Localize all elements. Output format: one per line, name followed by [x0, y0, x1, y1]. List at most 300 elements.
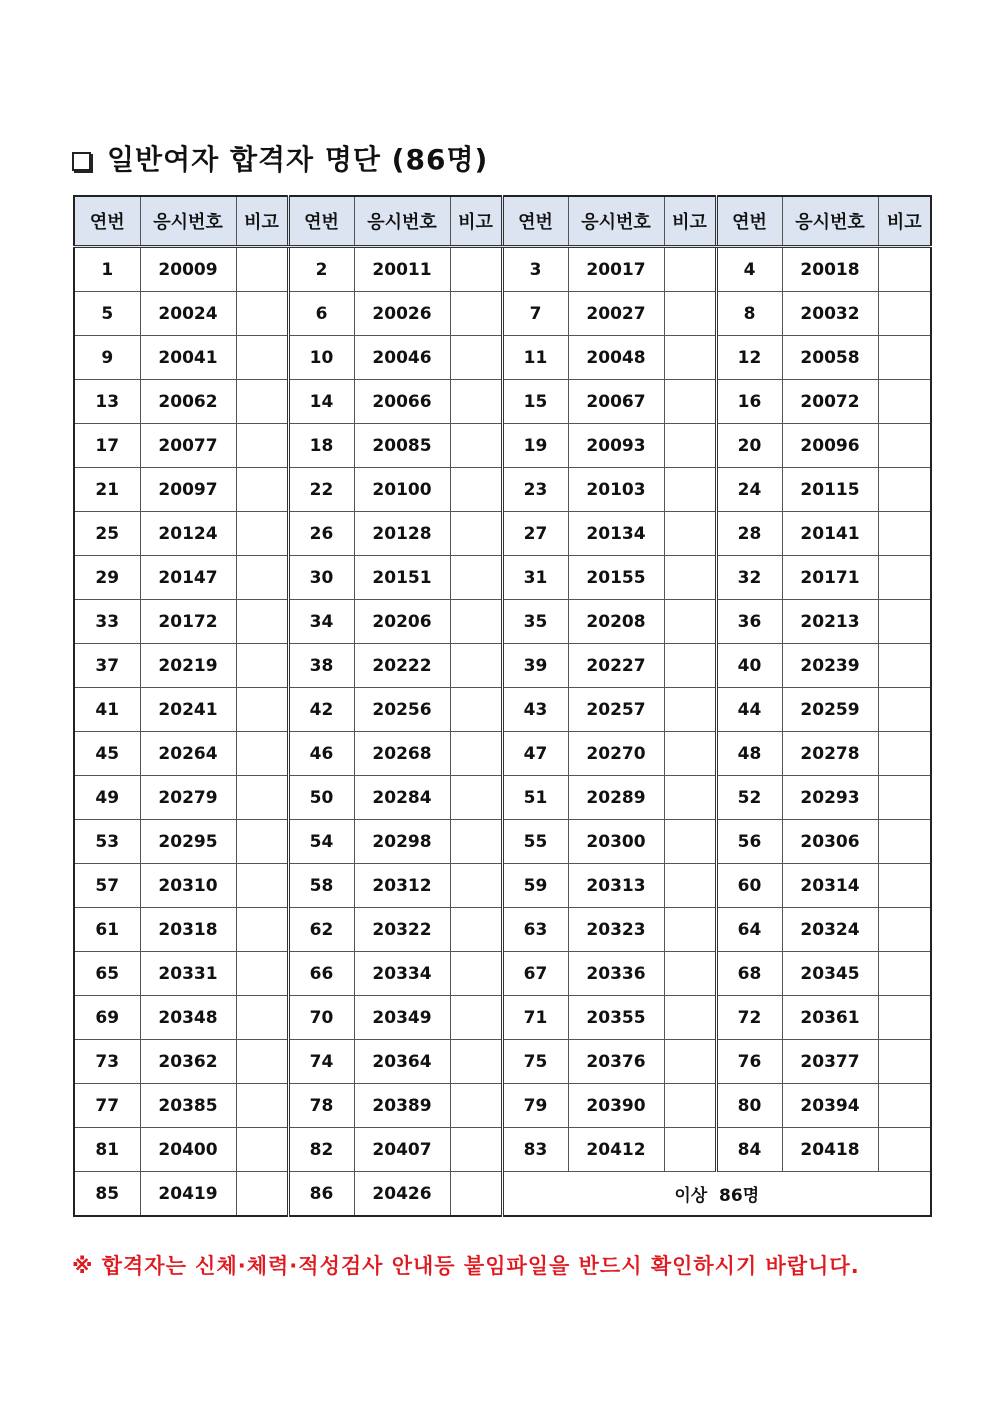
note-cell — [236, 1128, 288, 1172]
note-cell — [450, 820, 502, 864]
seq-cell: 49 — [74, 776, 140, 820]
seq-cell: 9 — [74, 336, 140, 380]
note-cell — [878, 468, 931, 512]
note-cell — [664, 556, 716, 600]
seq-cell: 74 — [288, 1040, 354, 1084]
exam-no-cell: 20085 — [354, 424, 450, 468]
note-cell — [236, 908, 288, 952]
exam-no-cell: 20426 — [354, 1172, 450, 1217]
exam-no-cell: 20389 — [354, 1084, 450, 1128]
exam-no-cell: 20151 — [354, 556, 450, 600]
note-cell — [664, 1128, 716, 1172]
exam-no-cell: 20364 — [354, 1040, 450, 1084]
seq-cell: 42 — [288, 688, 354, 732]
exam-no-cell: 20103 — [568, 468, 664, 512]
note-cell — [664, 644, 716, 688]
note-cell — [664, 732, 716, 776]
note-cell — [878, 908, 931, 952]
seq-cell: 51 — [502, 776, 568, 820]
note-cell — [450, 292, 502, 336]
note-cell — [878, 1128, 931, 1172]
note-cell — [664, 996, 716, 1040]
note-cell — [236, 732, 288, 776]
note-cell — [664, 424, 716, 468]
seq-cell: 78 — [288, 1084, 354, 1128]
exam-no-cell: 20419 — [140, 1172, 236, 1217]
exam-no-cell: 20385 — [140, 1084, 236, 1128]
exam-no-cell: 20058 — [782, 336, 878, 380]
exam-no-cell: 20270 — [568, 732, 664, 776]
note-cell — [878, 1040, 931, 1084]
exam-no-cell: 20017 — [568, 247, 664, 292]
exam-no-cell: 20171 — [782, 556, 878, 600]
note-cell — [450, 908, 502, 952]
seq-cell: 2 — [288, 247, 354, 292]
note-cell — [236, 292, 288, 336]
seq-cell: 48 — [716, 732, 782, 776]
seq-cell: 38 — [288, 644, 354, 688]
exam-no-cell: 20284 — [354, 776, 450, 820]
page-title — [72, 138, 488, 178]
seq-cell: 35 — [502, 600, 568, 644]
seq-cell: 68 — [716, 952, 782, 996]
seq-cell: 59 — [502, 864, 568, 908]
seq-cell: 85 — [74, 1172, 140, 1217]
seq-cell: 21 — [74, 468, 140, 512]
seq-cell: 77 — [74, 1084, 140, 1128]
note-cell — [236, 776, 288, 820]
note-cell — [664, 820, 716, 864]
exam-no-cell: 20355 — [568, 996, 664, 1040]
note-cell — [664, 864, 716, 908]
exam-no-cell: 20208 — [568, 600, 664, 644]
exam-no-cell: 20256 — [354, 688, 450, 732]
exam-no-cell: 20072 — [782, 380, 878, 424]
exam-no-cell: 20124 — [140, 512, 236, 556]
note-cell — [878, 1084, 931, 1128]
seq-cell: 27 — [502, 512, 568, 556]
note-cell — [664, 600, 716, 644]
note-cell — [450, 952, 502, 996]
note-cell — [236, 512, 288, 556]
seq-cell: 67 — [502, 952, 568, 996]
seq-cell: 5 — [74, 292, 140, 336]
exam-no-cell: 20349 — [354, 996, 450, 1040]
note-header: 비고 — [450, 196, 502, 247]
note-cell — [236, 247, 288, 292]
seq-cell: 10 — [288, 336, 354, 380]
note-cell — [450, 1084, 502, 1128]
table-row — [74, 1128, 931, 1172]
seq-cell: 41 — [74, 688, 140, 732]
note-cell — [236, 1084, 288, 1128]
seq-cell: 53 — [74, 820, 140, 864]
note-cell — [450, 688, 502, 732]
checkbox-bullet-icon — [72, 152, 91, 171]
seq-cell: 26 — [288, 512, 354, 556]
exam-no-cell: 20222 — [354, 644, 450, 688]
table-row — [74, 1084, 931, 1128]
exam-no-cell: 20115 — [782, 468, 878, 512]
seq-cell: 16 — [716, 380, 782, 424]
note-cell — [878, 292, 931, 336]
exam-no-cell: 20259 — [782, 688, 878, 732]
seq-cell: 45 — [74, 732, 140, 776]
exam-no-cell: 20206 — [354, 600, 450, 644]
exam-no-cell: 20067 — [568, 380, 664, 424]
seq-cell: 54 — [288, 820, 354, 864]
seq-cell: 17 — [74, 424, 140, 468]
note-cell — [450, 600, 502, 644]
seq-cell: 39 — [502, 644, 568, 688]
note-cell — [664, 512, 716, 556]
seq-cell: 72 — [716, 996, 782, 1040]
exam-no-cell: 20306 — [782, 820, 878, 864]
seq-cell: 8 — [716, 292, 782, 336]
note-cell — [236, 996, 288, 1040]
note-cell — [236, 688, 288, 732]
exam-no-cell: 20331 — [140, 952, 236, 996]
exam-no-cell: 20213 — [782, 600, 878, 644]
pass-list-table — [73, 195, 932, 1217]
exam-no-cell: 20278 — [782, 732, 878, 776]
note-cell — [664, 1084, 716, 1128]
note-cell — [878, 556, 931, 600]
seq-cell: 32 — [716, 556, 782, 600]
seq-cell: 11 — [502, 336, 568, 380]
exam-no-cell: 20093 — [568, 424, 664, 468]
table-body — [74, 247, 931, 1217]
exam-no-cell: 20026 — [354, 292, 450, 336]
exam-no-cell: 20298 — [354, 820, 450, 864]
table-row — [74, 864, 931, 908]
seq-cell: 47 — [502, 732, 568, 776]
seq-header: 연번 — [716, 196, 782, 247]
exam-no-cell: 20096 — [782, 424, 878, 468]
seq-cell: 33 — [74, 600, 140, 644]
note-cell — [450, 864, 502, 908]
seq-cell: 56 — [716, 820, 782, 864]
seq-cell: 58 — [288, 864, 354, 908]
exam-no-cell: 20418 — [782, 1128, 878, 1172]
note-header: 비고 — [236, 196, 288, 247]
note-cell — [664, 952, 716, 996]
notice-text: ※ 합격자는 신체·체력·적성검사 안내등 붙임파일을 반드시 확인하시기 바랍니다. — [72, 1254, 860, 1278]
exam-no-cell: 20024 — [140, 292, 236, 336]
seq-cell: 79 — [502, 1084, 568, 1128]
seq-cell: 66 — [288, 952, 354, 996]
table-row — [74, 688, 931, 732]
table-row — [74, 996, 931, 1040]
exam-no-cell: 20300 — [568, 820, 664, 864]
exam-no-cell: 20100 — [354, 468, 450, 512]
note-cell — [236, 424, 288, 468]
note-cell — [236, 644, 288, 688]
note-cell — [878, 336, 931, 380]
exam-no-cell: 20018 — [782, 247, 878, 292]
note-cell — [878, 247, 931, 292]
table-row — [74, 600, 931, 644]
table-row — [74, 908, 931, 952]
exam-no-cell: 20362 — [140, 1040, 236, 1084]
seq-cell: 71 — [502, 996, 568, 1040]
note-cell — [664, 380, 716, 424]
seq-cell: 81 — [74, 1128, 140, 1172]
seq-cell: 62 — [288, 908, 354, 952]
header-row — [74, 196, 931, 247]
seq-cell: 73 — [74, 1040, 140, 1084]
exam-no-cell: 20312 — [354, 864, 450, 908]
exam-no-cell: 20066 — [354, 380, 450, 424]
exam-no-cell: 20257 — [568, 688, 664, 732]
exam-no-cell: 20097 — [140, 468, 236, 512]
note-cell — [236, 1172, 288, 1217]
seq-cell: 7 — [502, 292, 568, 336]
exam-no-cell: 20046 — [354, 336, 450, 380]
exam-no-header: 응시번호 — [354, 196, 450, 247]
note-cell — [236, 1040, 288, 1084]
seq-cell: 64 — [716, 908, 782, 952]
seq-cell: 69 — [74, 996, 140, 1040]
note-cell — [878, 380, 931, 424]
table-row — [74, 380, 931, 424]
seq-cell: 80 — [716, 1084, 782, 1128]
note-cell — [664, 688, 716, 732]
exam-no-cell: 20390 — [568, 1084, 664, 1128]
exam-no-cell: 20227 — [568, 644, 664, 688]
seq-cell: 82 — [288, 1128, 354, 1172]
table-row — [74, 776, 931, 820]
exam-no-cell: 20264 — [140, 732, 236, 776]
exam-no-cell: 20239 — [782, 644, 878, 688]
note-cell — [664, 908, 716, 952]
note-cell — [450, 644, 502, 688]
table-row — [74, 512, 931, 556]
note-cell — [450, 732, 502, 776]
seq-cell: 61 — [74, 908, 140, 952]
seq-cell: 46 — [288, 732, 354, 776]
note-header: 비고 — [878, 196, 931, 247]
exam-no-cell: 20128 — [354, 512, 450, 556]
seq-cell: 14 — [288, 380, 354, 424]
seq-cell: 24 — [716, 468, 782, 512]
seq-cell: 83 — [502, 1128, 568, 1172]
seq-cell: 43 — [502, 688, 568, 732]
exam-no-cell: 20334 — [354, 952, 450, 996]
note-cell — [450, 556, 502, 600]
exam-no-cell: 20147 — [140, 556, 236, 600]
exam-no-cell: 20241 — [140, 688, 236, 732]
seq-cell: 30 — [288, 556, 354, 600]
exam-no-cell: 20155 — [568, 556, 664, 600]
note-header: 비고 — [664, 196, 716, 247]
note-cell — [236, 556, 288, 600]
seq-cell: 25 — [74, 512, 140, 556]
exam-no-cell: 20268 — [354, 732, 450, 776]
exam-no-cell: 20376 — [568, 1040, 664, 1084]
note-cell — [664, 247, 716, 292]
note-cell — [878, 512, 931, 556]
table-row — [74, 1172, 931, 1217]
seq-cell: 12 — [716, 336, 782, 380]
note-cell — [236, 864, 288, 908]
note-cell — [236, 952, 288, 996]
note-cell — [878, 688, 931, 732]
note-cell — [236, 820, 288, 864]
table-row — [74, 336, 931, 380]
note-cell — [878, 864, 931, 908]
table-row — [74, 732, 931, 776]
seq-cell: 50 — [288, 776, 354, 820]
exam-no-header: 응시번호 — [782, 196, 878, 247]
table-row — [74, 644, 931, 688]
table-row — [74, 468, 931, 512]
seq-cell: 31 — [502, 556, 568, 600]
exam-no-cell: 20412 — [568, 1128, 664, 1172]
seq-cell: 34 — [288, 600, 354, 644]
table-row — [74, 556, 931, 600]
exam-no-cell: 20032 — [782, 292, 878, 336]
seq-cell: 70 — [288, 996, 354, 1040]
seq-cell: 44 — [716, 688, 782, 732]
seq-cell: 36 — [716, 600, 782, 644]
seq-cell: 18 — [288, 424, 354, 468]
table-row — [74, 247, 931, 292]
exam-no-cell: 20009 — [140, 247, 236, 292]
seq-cell: 37 — [74, 644, 140, 688]
seq-cell: 23 — [502, 468, 568, 512]
exam-no-cell: 20394 — [782, 1084, 878, 1128]
exam-no-cell: 20077 — [140, 424, 236, 468]
note-cell — [450, 247, 502, 292]
exam-no-cell: 20295 — [140, 820, 236, 864]
note-cell — [878, 820, 931, 864]
seq-cell: 4 — [716, 247, 782, 292]
table-row — [74, 292, 931, 336]
seq-cell: 29 — [74, 556, 140, 600]
seq-cell: 65 — [74, 952, 140, 996]
note-cell — [236, 468, 288, 512]
seq-cell: 28 — [716, 512, 782, 556]
seq-cell: 19 — [502, 424, 568, 468]
exam-no-cell: 20323 — [568, 908, 664, 952]
exam-no-cell: 20134 — [568, 512, 664, 556]
exam-no-cell: 20318 — [140, 908, 236, 952]
exam-no-cell: 20062 — [140, 380, 236, 424]
note-cell — [878, 996, 931, 1040]
table-row — [74, 424, 931, 468]
note-cell — [450, 1128, 502, 1172]
exam-no-cell: 20322 — [354, 908, 450, 952]
exam-no-header: 응시번호 — [568, 196, 664, 247]
seq-header: 연번 — [74, 196, 140, 247]
table-row — [74, 1040, 931, 1084]
exam-no-cell: 20289 — [568, 776, 664, 820]
exam-no-cell: 20293 — [782, 776, 878, 820]
seq-cell: 20 — [716, 424, 782, 468]
seq-cell: 13 — [74, 380, 140, 424]
seq-cell: 52 — [716, 776, 782, 820]
note-cell — [878, 644, 931, 688]
exam-no-cell: 20313 — [568, 864, 664, 908]
exam-no-cell: 20324 — [782, 908, 878, 952]
exam-no-header: 응시번호 — [140, 196, 236, 247]
note-cell — [664, 292, 716, 336]
seq-cell: 57 — [74, 864, 140, 908]
note-cell — [450, 380, 502, 424]
exam-no-cell: 20172 — [140, 600, 236, 644]
exam-no-cell: 20407 — [354, 1128, 450, 1172]
exam-no-cell: 20345 — [782, 952, 878, 996]
exam-no-cell: 20048 — [568, 336, 664, 380]
note-cell — [878, 952, 931, 996]
exam-no-cell: 20310 — [140, 864, 236, 908]
exam-no-cell: 20336 — [568, 952, 664, 996]
seq-header: 연번 — [288, 196, 354, 247]
exam-no-cell: 20041 — [140, 336, 236, 380]
note-cell — [450, 996, 502, 1040]
seq-cell: 40 — [716, 644, 782, 688]
note-cell — [878, 600, 931, 644]
seq-cell: 22 — [288, 468, 354, 512]
note-cell — [664, 468, 716, 512]
seq-cell: 63 — [502, 908, 568, 952]
note-cell — [450, 1172, 502, 1217]
exam-no-cell: 20027 — [568, 292, 664, 336]
seq-header: 연번 — [502, 196, 568, 247]
note-cell — [664, 776, 716, 820]
note-cell — [450, 512, 502, 556]
seq-cell: 55 — [502, 820, 568, 864]
seq-cell: 60 — [716, 864, 782, 908]
exam-no-cell: 20377 — [782, 1040, 878, 1084]
exam-no-cell: 20361 — [782, 996, 878, 1040]
note-cell — [236, 380, 288, 424]
note-cell — [450, 336, 502, 380]
note-cell — [450, 468, 502, 512]
note-cell — [878, 776, 931, 820]
note-cell — [664, 336, 716, 380]
note-cell — [664, 1040, 716, 1084]
seq-cell: 3 — [502, 247, 568, 292]
seq-cell: 6 — [288, 292, 354, 336]
note-cell — [878, 424, 931, 468]
table-row — [74, 820, 931, 864]
exam-no-cell: 20219 — [140, 644, 236, 688]
seq-cell: 75 — [502, 1040, 568, 1084]
seq-cell: 76 — [716, 1040, 782, 1084]
exam-no-cell: 20314 — [782, 864, 878, 908]
note-cell — [236, 336, 288, 380]
seq-cell: 1 — [74, 247, 140, 292]
seq-cell: 86 — [288, 1172, 354, 1217]
note-cell — [450, 424, 502, 468]
exam-no-cell: 20141 — [782, 512, 878, 556]
exam-no-cell: 20348 — [140, 996, 236, 1040]
title-text: 일반여자 합격자 명단 (86명) — [107, 143, 489, 176]
note-cell — [878, 732, 931, 776]
note-cell — [236, 600, 288, 644]
note-cell — [450, 776, 502, 820]
seq-cell: 15 — [502, 380, 568, 424]
seq-cell: 84 — [716, 1128, 782, 1172]
table-row — [74, 952, 931, 996]
exam-no-cell: 20279 — [140, 776, 236, 820]
exam-no-cell: 20400 — [140, 1128, 236, 1172]
exam-no-cell: 20011 — [354, 247, 450, 292]
note-cell — [450, 1040, 502, 1084]
total-count-cell: 이상 86명 — [502, 1172, 931, 1217]
